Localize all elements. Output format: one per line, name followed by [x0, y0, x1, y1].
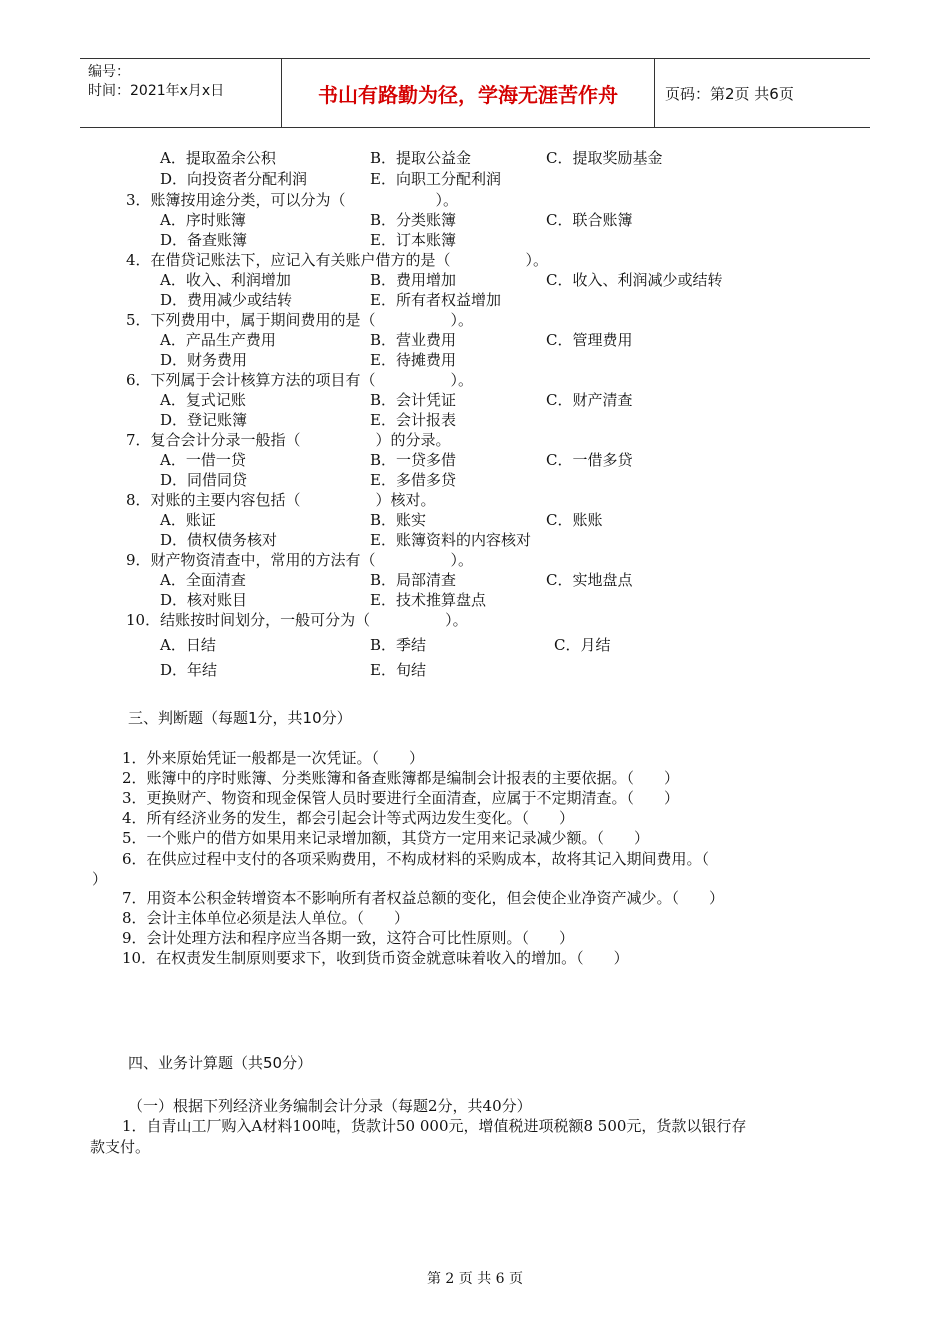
choice-option: E．技术推算盘点 [370, 591, 486, 609]
choice-option: B．局部清查 [370, 571, 457, 589]
choice-option: C．账账 [546, 511, 603, 529]
choice-option: B．营业费用 [370, 331, 457, 349]
time-label: 时间：2021年x月x日 [88, 83, 225, 99]
choice-option: B．会计凭证 [370, 391, 457, 409]
page-header [80, 58, 870, 128]
choice-option: D．费用减少或结转 [160, 291, 293, 309]
choice-option: E．所有者权益增加 [370, 291, 501, 309]
judgment-item: 6．在供应过程中支付的各项采购费用，不构成材料的采购成本，故将其记入期间费用。（ [122, 850, 710, 868]
judgment-item: 2．账簿中的序时账簿、分类账簿和备查账簿都是编制会计报表的主要依据。（ ） [122, 769, 680, 787]
choice-option: B．提取公益金 [370, 149, 472, 167]
choice-option: D．年结 [160, 661, 218, 679]
choice-option: D．向投资者分配利润 [160, 170, 308, 188]
choice-option: D．核对账目 [160, 591, 248, 609]
choice-option: C．提取奖励基金 [546, 149, 663, 167]
choice-option: D．同借同贷 [160, 471, 248, 489]
choice-option: A．收入、利润增加 [160, 271, 291, 289]
choice-option: E．向职工分配利润 [370, 170, 501, 188]
choice-option: C．月结 [554, 636, 611, 654]
number-label: 编号： [88, 64, 130, 80]
choice-option: B．季结 [370, 636, 427, 654]
judgment-item: 5．一个账户的借方如果用来记录增加额，其贷方一定用来记录减少额。（ ） [122, 829, 650, 847]
choice-option: A．全面清查 [160, 571, 246, 589]
question-text: 5．下列费用中，属于期间费用的是（ ）。 [126, 311, 474, 329]
motto: 书山有路勤为径，学海无涯苦作舟 [282, 59, 655, 127]
question-line: 1．自青山工厂购入A材料100吨，货款计50 000元，增值税进项税额8 500元，货款以银行存 [122, 1117, 747, 1135]
question-text: 4．在借贷记账法下，应记入有关账户借方的是（ ）。 [126, 251, 549, 269]
choice-option: A．序时账簿 [160, 211, 246, 229]
page-footer: 第 2 页 共 6 页 [426, 1271, 524, 1287]
section-4-title: 四、业务计算题（共50分） [128, 1054, 313, 1072]
choice-option: E．旬结 [370, 661, 426, 679]
choice-option: E．会计报表 [370, 411, 456, 429]
choice-option: A．账证 [160, 511, 216, 529]
choice-option: A．提取盈余公积 [160, 149, 276, 167]
section-4-sub: （一）根据下列经济业务编制会计分录（每题2分，共40分） [128, 1097, 532, 1115]
judgment-item: 4．所有经济业务的发生，都会引起会计等式两边发生变化。（ ） [122, 809, 575, 827]
choice-option: B．账实 [370, 511, 427, 529]
choice-option: D．债权债务核对 [160, 531, 278, 549]
choice-option: B．一贷多借 [370, 451, 457, 469]
choice-option: C．收入、利润减少或结转 [546, 271, 723, 289]
choice-option: D．财务费用 [160, 351, 248, 369]
choice-option: A．产品生产费用 [160, 331, 276, 349]
judgment-item: 10．在权责发生制原则要求下，收到货币资金就意味着收入的增加。（ ） [122, 949, 629, 967]
choice-option: B．分类账簿 [370, 211, 457, 229]
header-meta [80, 59, 282, 127]
choice-option: C．管理费用 [546, 331, 633, 349]
choice-option: E．多借多贷 [370, 471, 456, 489]
choice-option: D．备查账簿 [160, 231, 248, 249]
choice-option: C．联合账簿 [546, 211, 633, 229]
choice-option: A．复式记账 [160, 391, 246, 409]
choice-option: A．日结 [160, 636, 216, 654]
choice-option: D．登记账簿 [160, 411, 248, 429]
judgment-item: 1．外来原始凭证一般都是一次凭证。（ ） [122, 749, 425, 767]
judgment-item: ） [92, 870, 108, 888]
choice-option: A．一借一贷 [160, 451, 246, 469]
judgment-item: 3．更换财产、物资和现金保管人员时要进行全面清查，应属于不定期清查。（ ） [122, 789, 680, 807]
question-text: 8．对账的主要内容包括（ ）核对。 [126, 491, 436, 509]
choice-option: C．实地盘点 [546, 571, 633, 589]
choice-option: C．一借多贷 [546, 451, 633, 469]
question-text: 6．下列属于会计核算方法的项目有（ ）。 [126, 371, 474, 389]
question-text: 3．账簿按用途分类，可以分为（ ）。 [126, 191, 459, 209]
choice-option: E．待摊费用 [370, 351, 456, 369]
choice-option: E．订本账簿 [370, 231, 456, 249]
judgment-item: 7．用资本公积金转增资本不影响所有者权益总额的变化，但会使企业净资产减少。（ ） [122, 889, 725, 907]
question-text: 10．结账按时间划分，一般可分为（ ）。 [126, 611, 468, 629]
section-3-title: 三、判断题（每题1分，共10分） [128, 709, 352, 727]
choice-option: C．财产清查 [546, 391, 633, 409]
choice-option: B．费用增加 [370, 271, 457, 289]
choice-option: E．账簿资料的内容核对 [370, 531, 531, 549]
question-line: 款支付。 [90, 1138, 151, 1156]
question-text: 9．财产物资清查中，常用的方法有（ ）。 [126, 551, 474, 569]
page-info: 页码：第2页 共6页 [665, 84, 794, 103]
question-text: 7．复合会计分录一般指（ ）的分录。 [126, 431, 451, 449]
judgment-item: 9．会计处理方法和程序应当各期一致，这符合可比性原则。（ ） [122, 929, 575, 947]
judgment-item: 8．会计主体单位必须是法人单位。（ ） [122, 909, 410, 927]
